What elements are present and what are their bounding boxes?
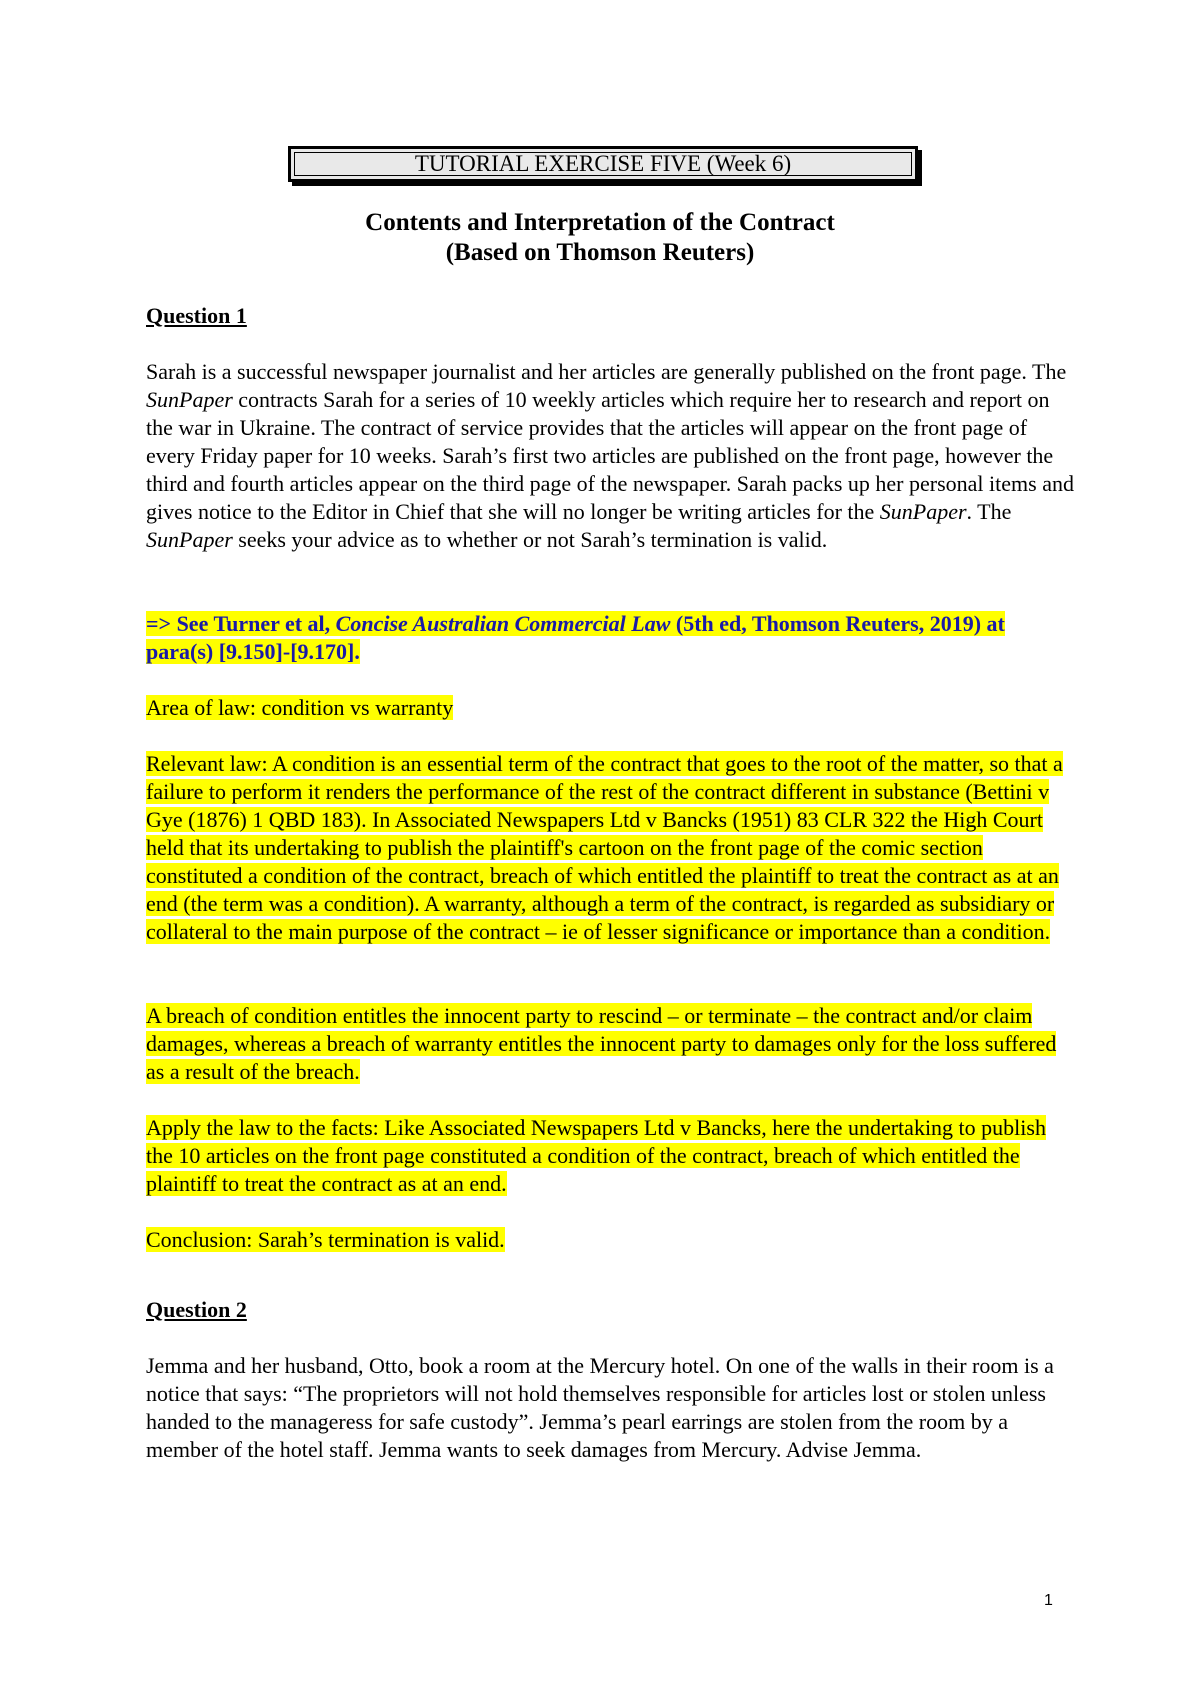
relevant-law-text: Relevant law: A condition is an essential term of the contract that goes to the root of the matter, so that a failure to perform it renders the performance of the rest of the contract different in substance (Bettini v Gye (1876) 1 QBD 183). In Associated Newspapers Ltd v Bancks (1951) 83 CLR 322 the High Court held that its undertaking to publish the plaintiff's cartoon on the front page of the comic section constituted a condition of the contract, breach of which entitled the plaintiff to treat the contract as at an end (the term was a condition). A warranty, although a term of the contract, is regarded as subsidiary or collateral to the main purpose of the contract – ie of lesser significance or importance than a condition.: [146, 751, 1063, 944]
textbook-reference: [146, 610, 1076, 666]
breach-paragraph: [146, 1002, 1076, 1086]
question1-body-emph1: SunPaper: [146, 387, 233, 412]
apply-law-text: Apply the law to the facts: Like Associated Newspapers Ltd v Bancks, here the undertaking to publish the 10 articles on the front page constituted a condition of the contract, breach of which entitled the plaintiff to treat the contract as at an end.: [146, 1115, 1046, 1196]
reference-book-title: Concise Australian Commercial Law: [335, 611, 671, 636]
apply-law-paragraph: [146, 1114, 1076, 1198]
reference-prefix: => See Turner et al,: [146, 611, 336, 636]
question1-body-part3: . The: [966, 499, 1012, 524]
question2-body: Jemma and her husband, Otto, book a room at the Mercury hotel. On one of the walls in their room is a notice that says: “The proprietors will not hold themselves responsible for articles lost or stolen unless handed to the manageress for safe custody”. Jemma’s pearl earrings are stolen from the room by a member of the hotel staff. Jemma wants to seek damages from Mercury. Advise Jemma.: [146, 1353, 1054, 1462]
question1-body-part1: Sarah is a successful newspaper journalist and her articles are generally published on the front page. The: [146, 359, 1067, 384]
conclusion-text: Conclusion: Sarah’s termination is valid.: [146, 1227, 505, 1252]
question1-label: Question 1: [146, 303, 247, 328]
question1-body-part4: seeks your advice as to whether or not Sarah’s termination is valid.: [232, 527, 828, 552]
question1-body-part2: contracts Sarah for a series of 10 weekly articles which require her to research and report on the war in Ukraine. The contract of service provides that the articles will appear on the front page of every Friday paper for 10 weeks. Sarah’s first two articles are published on the front page, however the third and fourth articles appear on the third page of the newspaper. Sarah packs up her personal items and gives notice to the Editor in Chief that she will no longer be writing articles for the: [146, 387, 1074, 524]
question1-body: [146, 358, 1076, 554]
document-heading-line1: Contents and Interpretation of the Contract: [365, 209, 835, 236]
title-box: [288, 146, 918, 182]
document-heading-line2: (Based on Thomson Reuters): [445, 239, 755, 266]
conclusion-paragraph: [146, 1226, 1076, 1254]
area-of-law: [146, 694, 1076, 722]
title-box-text: TUTORIAL EXERCISE FIVE (Week 6): [414, 151, 792, 176]
question2-label: Question 2: [146, 1297, 247, 1322]
breach-paragraph-text: A breach of condition entitles the innocent party to rescind – or terminate – the contract and/or claim damages, whereas a breach of warranty entitles the innocent party to damages only for the loss suffered as a result of the breach.: [146, 1003, 1057, 1084]
question1-body-emph3: SunPaper: [146, 527, 233, 552]
relevant-law: [146, 750, 1076, 946]
area-of-law-text: Area of law: condition vs warranty: [146, 695, 454, 720]
page-number: 1: [1044, 1592, 1053, 1609]
question1-body-emph2: SunPaper: [879, 499, 967, 524]
reference-suffix: (5th ed, Thomson Reuters, 2019) at para(s) [9.150]-[9.170].: [146, 611, 1005, 664]
